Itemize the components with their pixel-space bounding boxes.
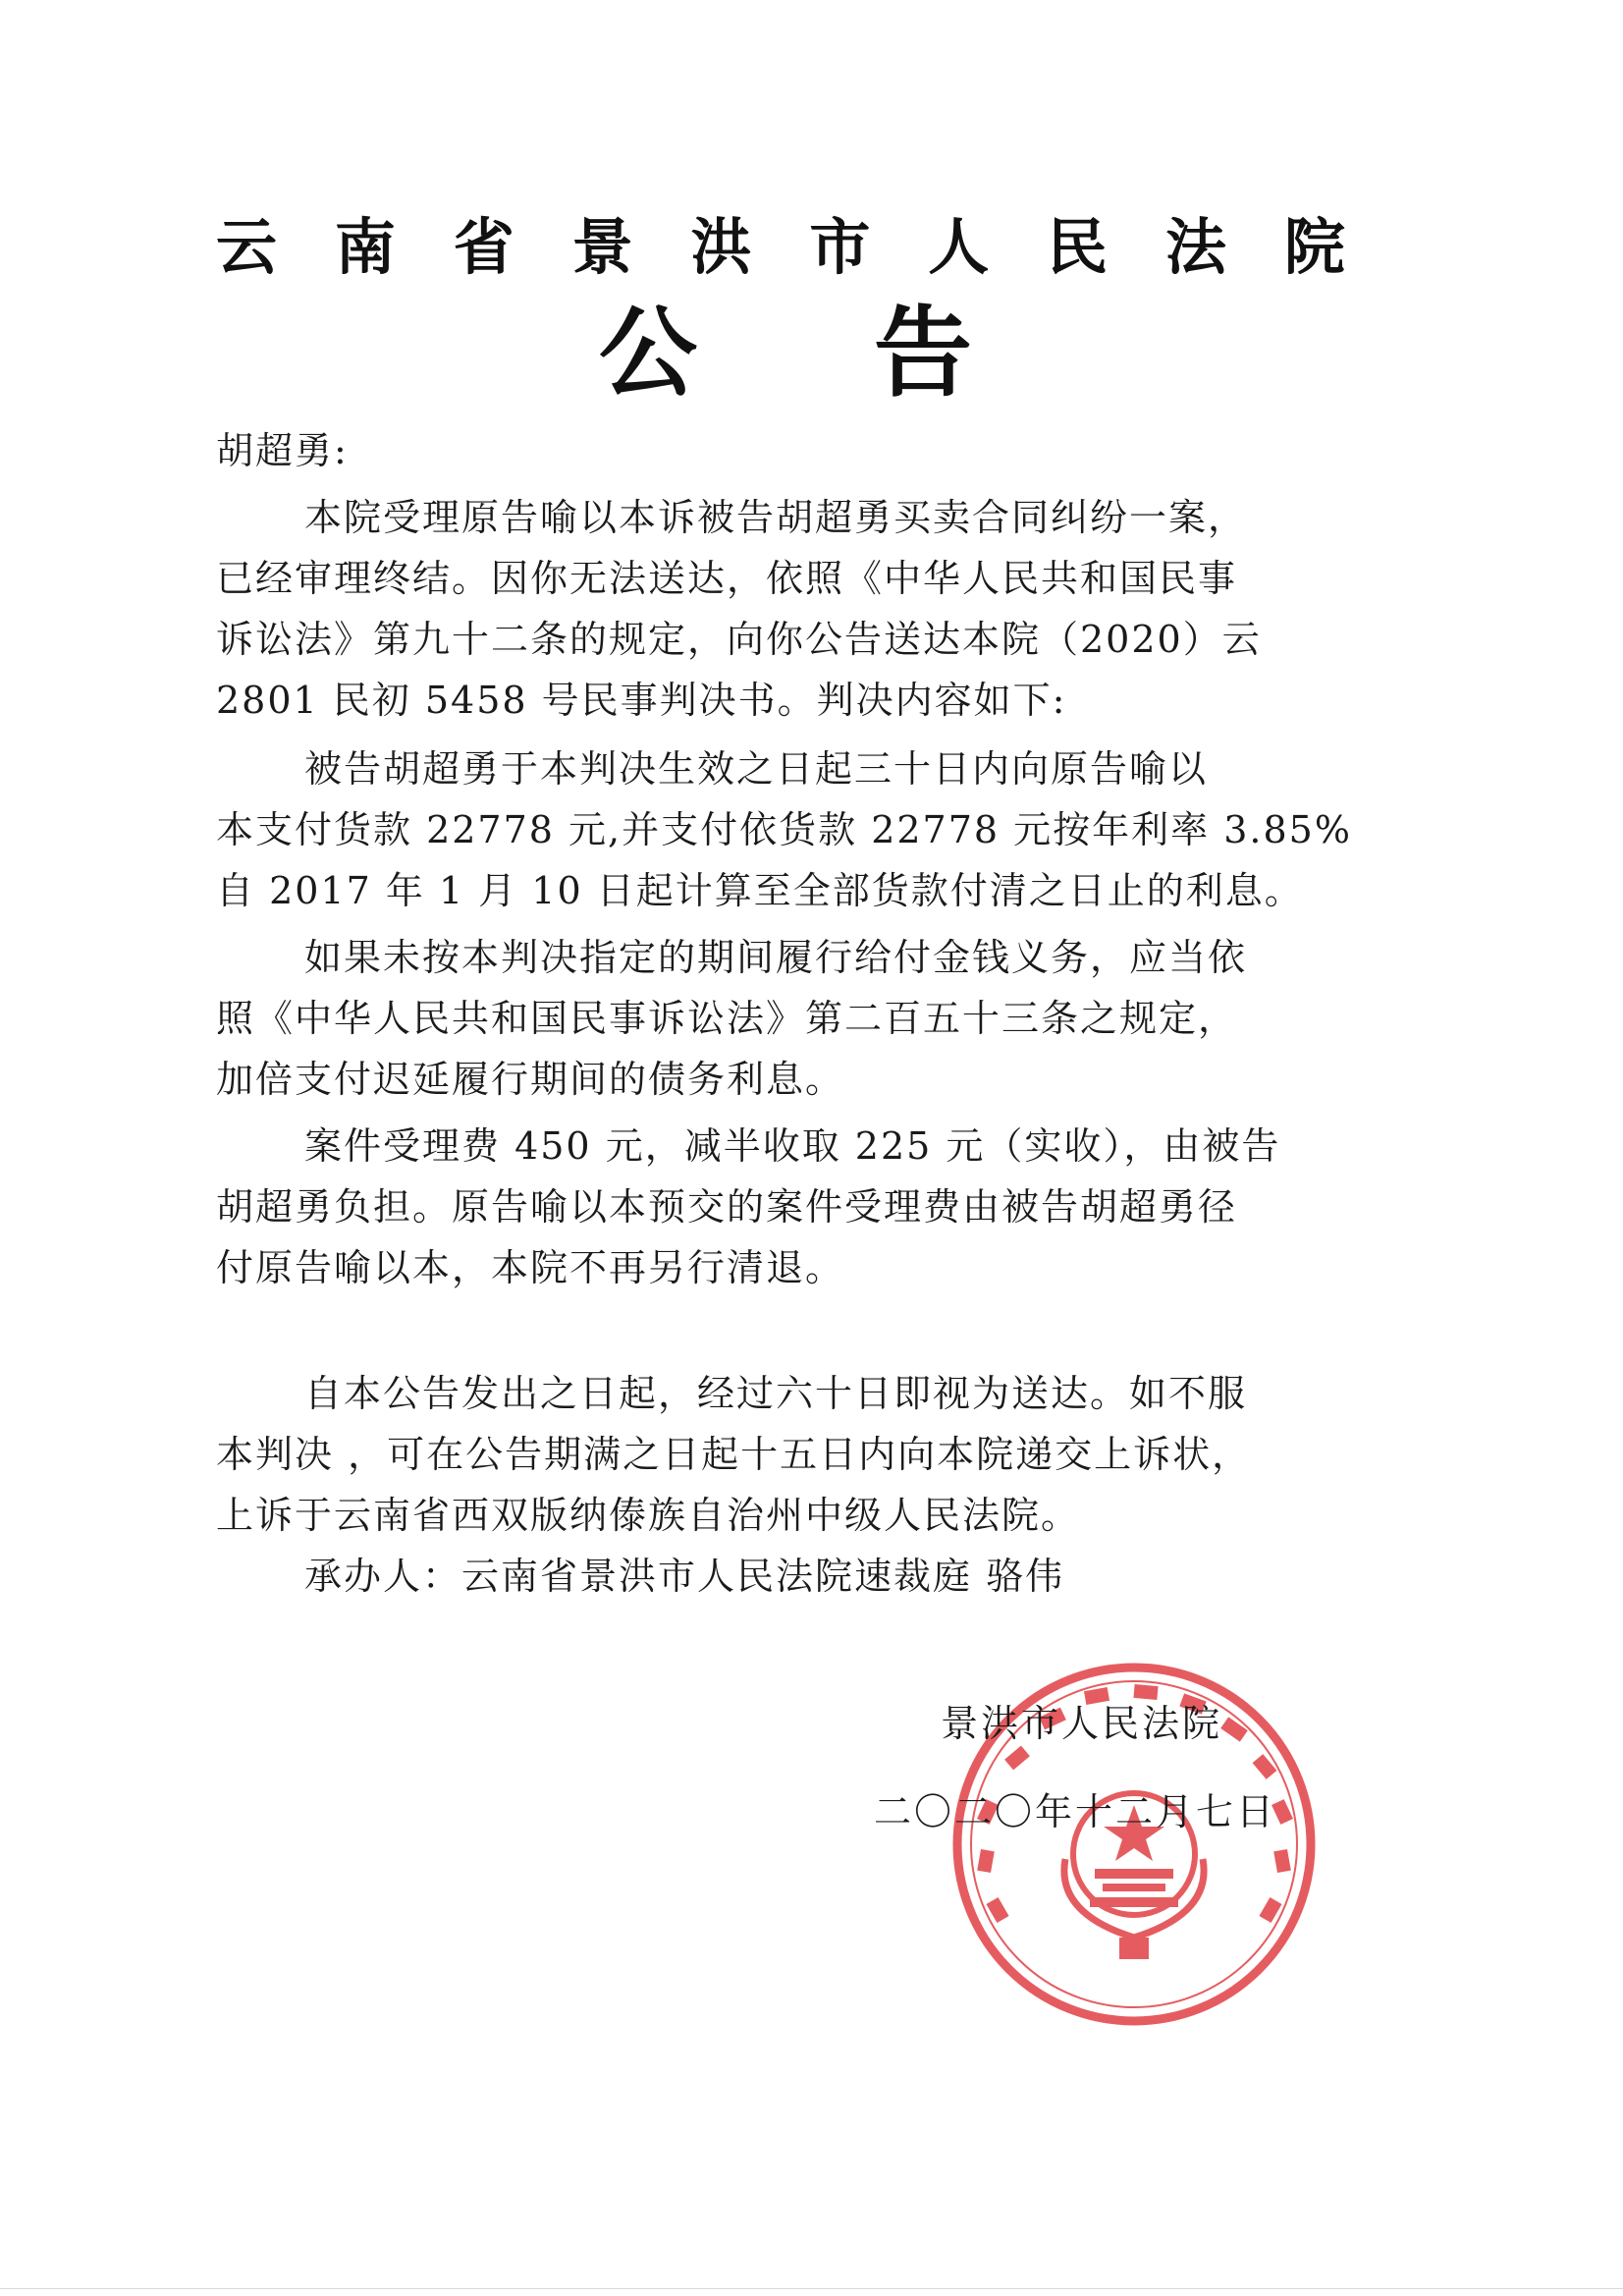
issuing-court: 景洪市人民法院: [941, 1702, 1223, 1745]
paragraph-line: 胡超勇负担。原告喻以本预交的案件受理费由被告胡超勇径: [216, 1185, 1238, 1229]
court-name-char: 洪: [690, 211, 752, 283]
court-name-char: 法: [1165, 211, 1227, 283]
paragraph-line: 诉讼法》第九十二条的规定，向你公告送达本院（2020）云: [216, 618, 1262, 661]
paragraph-line: 本支付货款 22778 元,并支付依货款 22778 元按年利率 3.85%: [216, 808, 1352, 851]
paragraph-line: 照《中华人民共和国民事诉讼法》第二百五十三条之规定，: [216, 997, 1238, 1040]
paragraph-line: 被告胡超勇于本判决生效之日起三十日内向原告喻以: [304, 747, 1209, 791]
paragraph-line: 2801 民初 5458 号民事判决书。判决内容如下:: [216, 679, 1067, 722]
court-name-char: 云: [216, 211, 278, 283]
title-char: 公: [599, 296, 697, 410]
court-name-char: 省: [453, 211, 514, 283]
court-name-char: 市: [809, 211, 871, 283]
paragraph-line: 加倍支付迟延履行期间的债务利息。: [216, 1058, 845, 1101]
paragraph-line: 本判决 ，可在公告期满之日起十五日内向本院递交上诉状，: [216, 1433, 1252, 1476]
paragraph-line: 已经审理终结。因你无法送达，依照《中华人民共和国民事: [216, 557, 1238, 600]
issue-date: 二〇二〇年十二月七日: [874, 1790, 1277, 1833]
court-name-char: 民: [1047, 211, 1109, 283]
paragraph-line: 如果未按本判决指定的期间履行给付金钱义务，应当依: [304, 936, 1248, 979]
paragraph-line: 案件受理费 450 元，减半收取 225 元（实收），由被告: [304, 1124, 1281, 1168]
paragraph-line: 付原告喻以本，本院不再另行清退。: [216, 1246, 845, 1289]
notice-body: [216, 0, 1365, 1669]
paragraph-line: 自本公告发出之日起，经过六十日即视为送达。如不服: [304, 1372, 1248, 1415]
paragraph-line: 自 2017 年 1 月 10 日起计算至全部货款付清之日止的利息。: [216, 869, 1304, 912]
court-name-char: 院: [1283, 211, 1345, 283]
page-bottom-edge: [0, 2288, 1623, 2289]
paragraph-line: 本院受理原告喻以本诉被告胡超勇买卖合同纠纷一案，: [304, 496, 1248, 539]
court-name-char: 景: [571, 211, 633, 283]
court-name-char: 南: [334, 211, 396, 283]
handler-line: 承办人：云南省景洪市人民法院速裁庭 骆伟: [304, 1555, 1065, 1598]
paragraph-line: 上诉于云南省西双版纳傣族自治州中级人民法院。: [216, 1494, 1081, 1537]
title-char: 告: [874, 296, 972, 410]
addressee: 胡超勇:: [216, 429, 349, 472]
court-name-char: 人: [928, 211, 990, 283]
